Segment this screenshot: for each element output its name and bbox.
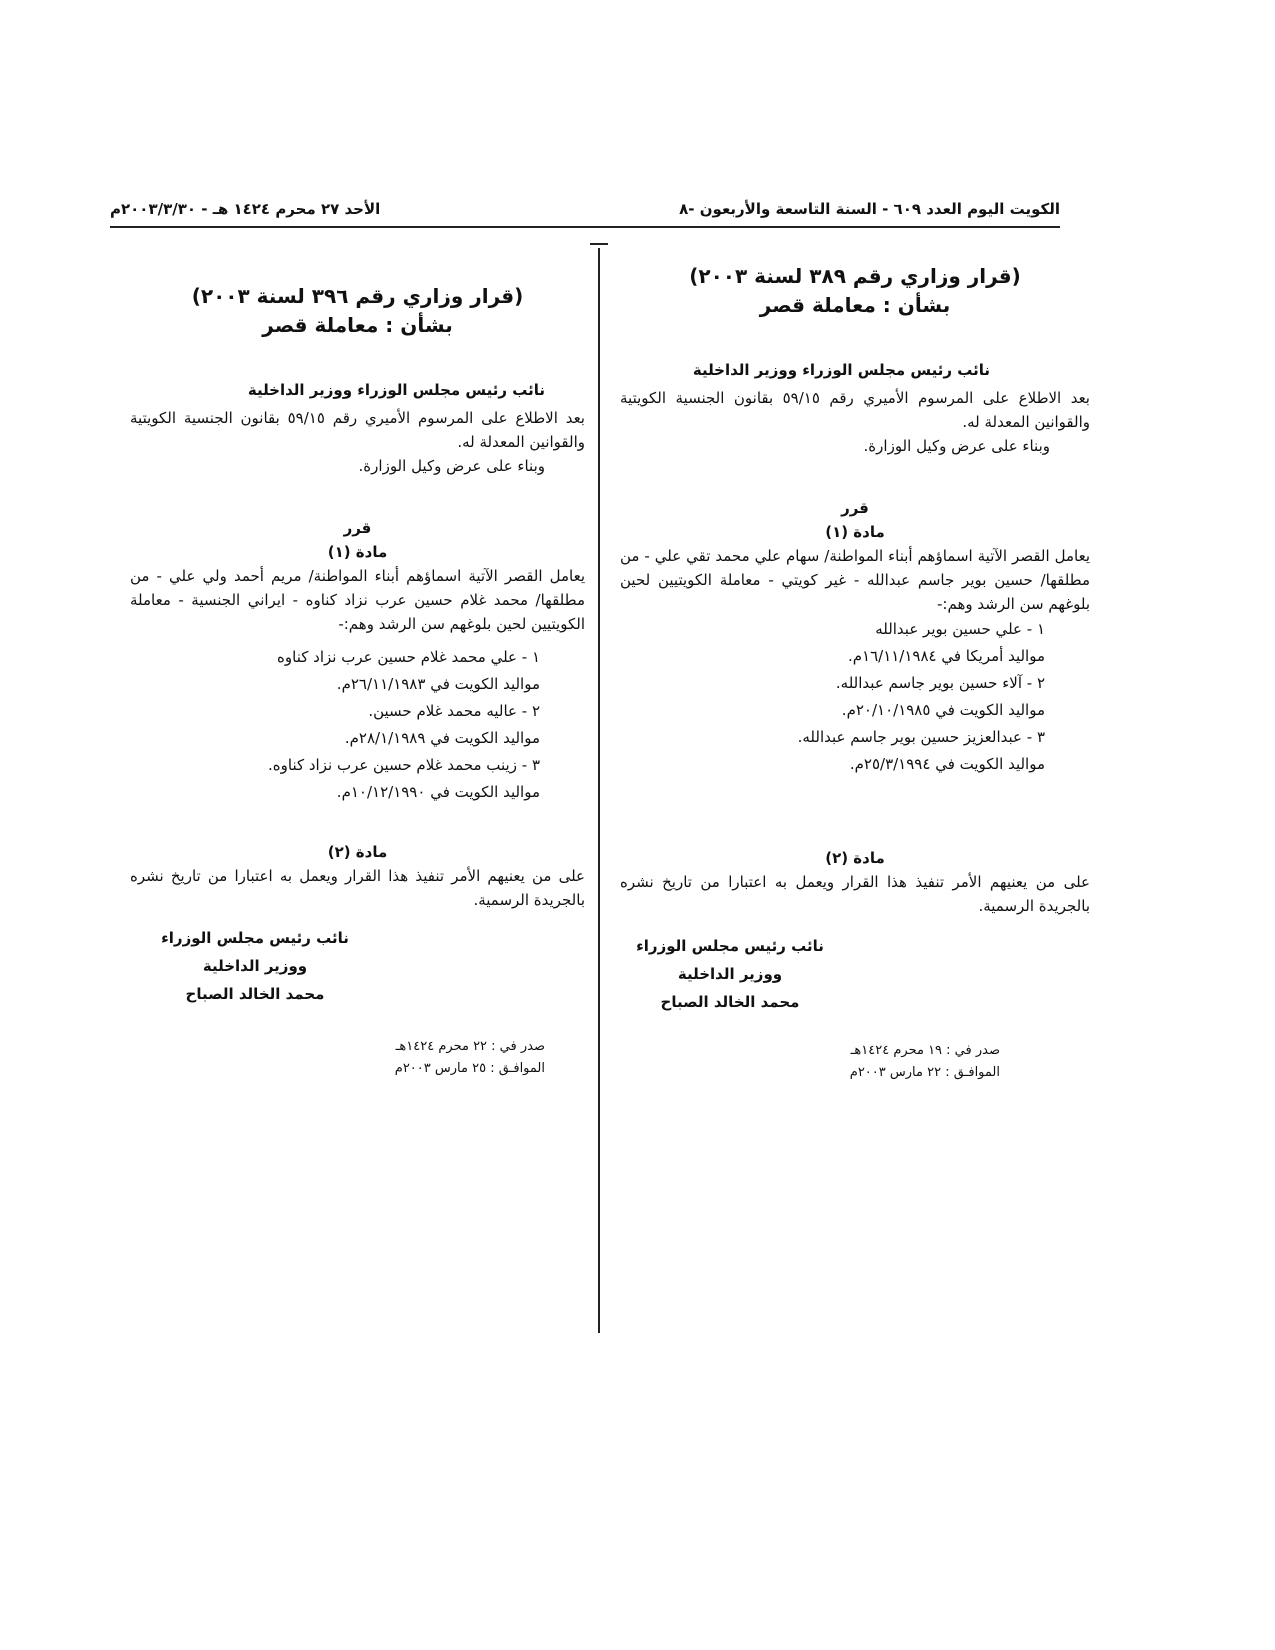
minor-birth: مواليد الكويت في ١٠/١٢/١٩٩٠م. [336,783,540,801]
corresponding-date: الموافـق : ٢٢ مارس ٢٠٠٣م [849,1065,1000,1080]
minor-name: ٣ - عبدالعزيز حسين بوير جاسم عبدالله. [797,728,1045,746]
minor-birth: مواليد أمريكا في ١٦/١١/١٩٨٤م. [847,647,1045,665]
header-rule [110,226,1060,228]
decided-label: قرر [343,519,372,537]
minor-birth: مواليد الكويت في ٢٦/١١/١٩٨٣م. [336,675,540,693]
page-header-date: الأحد ٢٧ محرم ١٤٢٤ هـ - ٢٠٠٣/٣/٣٠م [110,200,381,218]
signature-name: محمد الخالد الصباح [185,985,325,1003]
decree-preamble: بعد الاطلاع على المرسوم الأميري رقم ٥٩/١٥ بقانون الجنسية الكويتية والقوانين المعدلة له. [620,389,1090,431]
page-header-issue: الكويت اليوم العدد ٦٠٩ - السنة التاسعة والأربعون -٨ [679,200,1060,218]
article-2-text: على من يعنيهم الأمر تنفيذ هذا القرار ويعمل به اعتبارا من تاريخ نشره بالجريدة الرسمية. [130,867,585,909]
corresponding-date: الموافـق : ٢٥ مارس ٢٠٠٣م [394,1061,545,1076]
issued-date: صدر في : ٢٢ محرم ١٤٢٤هـ [395,1039,545,1054]
column-divider [598,248,600,1333]
decree-authority: نائب رئيس مجلس الوزراء ووزير الداخلية [247,381,545,399]
decree-396-column [130,282,585,1080]
minor-birth: مواليد الكويت في ٢٨/١/١٩٨٩م. [344,729,540,747]
article-2-heading: مادة (٢) [327,843,388,861]
minor-name: ١ - علي حسين بوير عبدالله [875,620,1045,638]
decree-subject: بشأن : معاملة قصر [262,313,453,337]
minor-birth: مواليد الكويت في ٢٠/١٠/١٩٨٥م. [841,701,1045,719]
signature-title: ووزير الداخلية [677,965,783,983]
decided-label: قرر [841,499,869,517]
article-2-text: على من يعنيهم الأمر تنفيذ هذا القرار ويعمل به اعتبارا من تاريخ نشره بالجريدة الرسمية. [620,873,1090,915]
article-1-heading: مادة (١) [825,523,885,541]
signature-name: محمد الخالد الصباح [660,993,800,1011]
decree-title: (قرار وزاري رقم ٣٩٦ لسنة ٢٠٠٣) [191,284,524,308]
decree-389-column [620,262,1090,1084]
decree-title: (قرار وزاري رقم ٣٨٩ لسنة ٢٠٠٣) [689,264,1021,288]
signature-title: نائب رئيس مجلس الوزراء [161,929,349,947]
decree-preamble-basis: وبناء على عرض وكيل الوزارة. [863,437,1050,455]
minor-name: ١ - علي محمد غلام حسين عرب نزاد كناوه [277,648,540,666]
article-1-heading: مادة (١) [327,543,388,561]
signature-title: نائب رئيس مجلس الوزراء [636,937,824,955]
article-1-text: يعامل القصر الآتية اسماؤهم أبناء المواطنة/ مريم أحمد ولي علي - من مطلقها/ محمد غلام حسين عرب نزاد كناوه - ايراني الجنسية - معاملة الكويتيين لحين بلوغهم سن الرشد وهم:- [130,567,585,633]
signature-title: ووزير الداخلية [202,957,308,975]
minor-birth: مواليد الكويت في ٢٥/٣/١٩٩٤م. [849,755,1045,773]
decree-preamble-basis: وبناء على عرض وكيل الوزارة. [358,457,545,475]
decree-subject: بشأن : معاملة قصر [759,293,951,317]
minor-name: ٣ - زينب محمد غلام حسين عرب نزاد كناوه. [268,756,540,774]
divider-cross-mark [590,243,608,245]
decree-preamble: بعد الاطلاع على المرسوم الأميري رقم ٥٩/١٥ بقانون الجنسية الكويتية والقوانين المعدلة له. [130,409,585,451]
minor-name: ٢ - عاليه محمد غلام حسين. [368,702,540,720]
article-1-text: يعامل القصر الآتية اسماؤهم أبناء المواطنة/ سهام علي محمد تقي علي - من مطلقها/ حسين بوير جاسم عبدالله - غير كويتي - معاملة الكويتيين لحين بلوغهم سن الرشد وهم:- [620,547,1090,613]
issued-date: صدر في : ١٩ محرم ١٤٢٤هـ [850,1043,1000,1058]
decree-authority: نائب رئيس مجلس الوزراء ووزير الداخلية [692,361,990,379]
minor-name: ٢ - آلاء حسين بوير جاسم عبدالله. [835,674,1045,692]
article-2-heading: مادة (٢) [825,849,885,867]
